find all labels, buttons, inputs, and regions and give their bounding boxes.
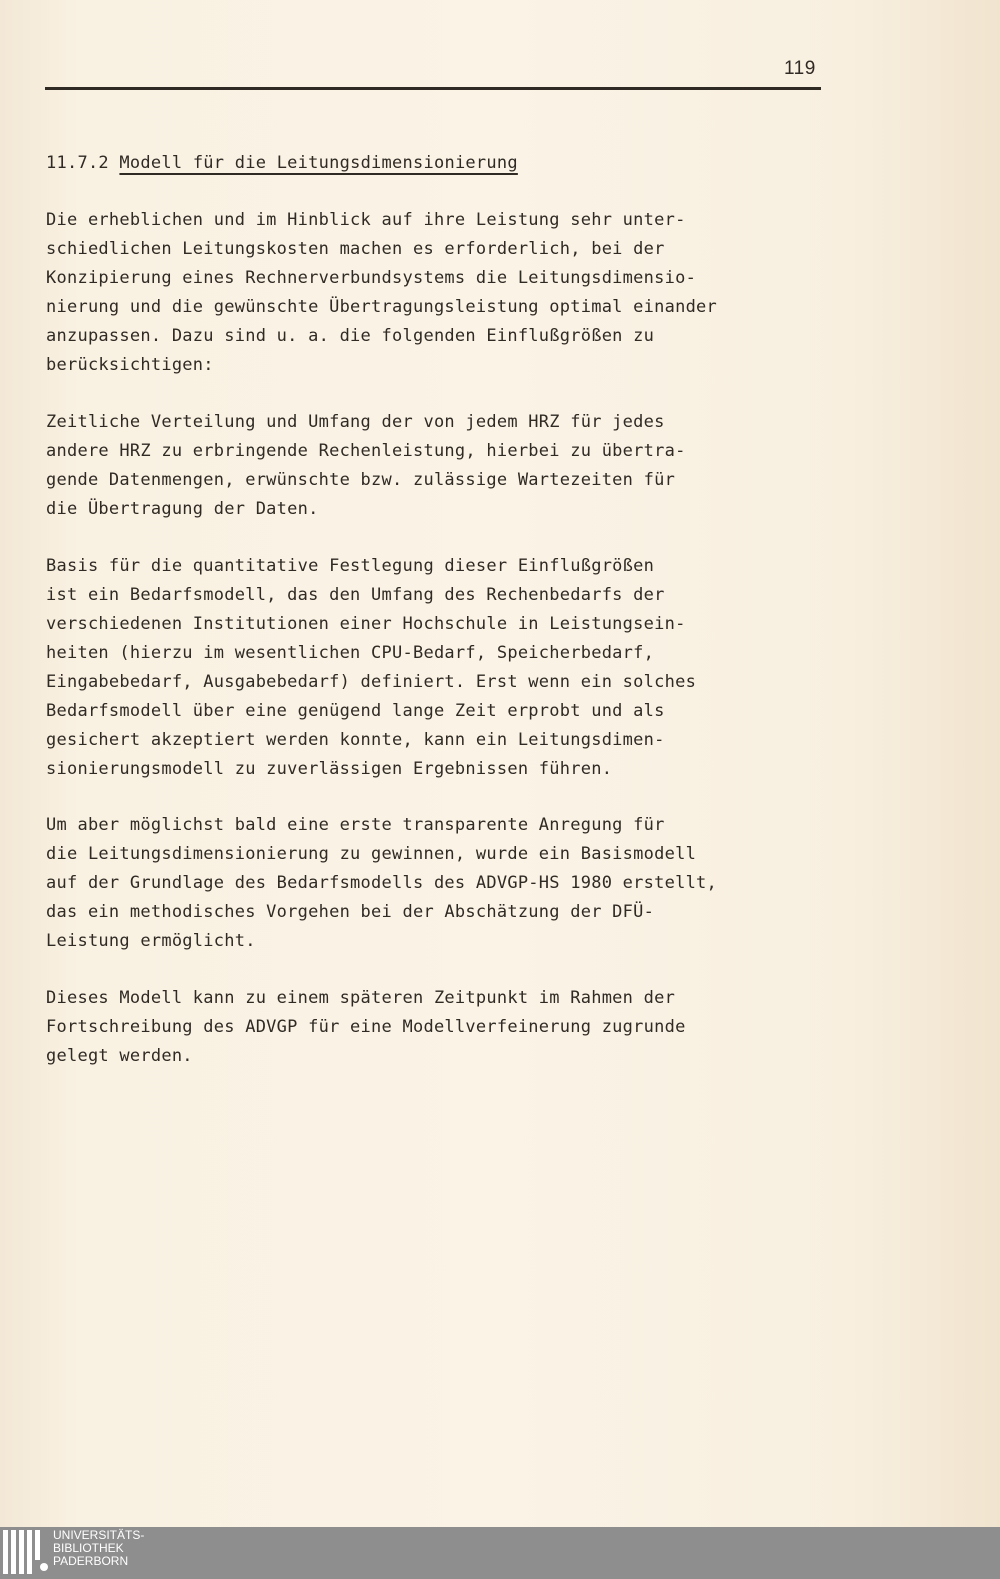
- header-rule: [45, 87, 821, 90]
- page-number: 119: [784, 58, 816, 79]
- library-logo-icon: [3, 1530, 45, 1574]
- paragraph-3: Basis für die quantitative Festlegung dieser Einflußgrößen ist ein Bedarfsmodell, das den Umfang des Rechenbedarfs der verschiedenen Institutionen einer Hochschule in Leistungsein- heiten (hierzu im wesentlichen CPU-Bedarf, Speicherbedarf, Eingabebedarf, Ausgabebedarf) definiert. Erst wenn ein solches Bedarfsmodell über eine genügend lange Zeit erprobt und als gesichert akzeptiert werden konnte, kann ein Leitungsdimen- sionierungsmodell zu zuverlässigen Ergebnissen führen.: [46, 556, 697, 779]
- section-heading: [46, 149, 518, 178]
- paragraph-1: Die erheblichen und im Hinblick auf ihre Leistung sehr unter- schiedlichen Leitungskosten machen es erforderlich, bei der Konzipierung eines Rechnerverbundsystems die Leitungsdimensio- nierung und die gewünschte Übertragungsleistung optimal einander anzupassen. Dazu sind u. a. die folgenden Einflußgrößen zu berücksichtigen:: [46, 210, 718, 375]
- section-title: Modell für die Leitungsdimensionierung: [119, 153, 518, 173]
- paragraph-4: Um aber möglichst bald eine erste transparente Anregung für die Leitungsdimensionierung zu gewinnen, wurde ein Basismodell auf der Grundlage des Bedarfsmodells des ADVGP-HS 1980 erstellt, das ein methodisches Vorgehen bei der Abschätzung der DFÜ- Leistung ermöglicht.: [46, 815, 718, 951]
- logo-dot-icon: [40, 1563, 48, 1571]
- library-footer-bar: [0, 1527, 1000, 1579]
- paragraph-5: Dieses Modell kann zu einem späteren Zeitpunkt im Rahmen der Fortschreibung des ADVGP für eine Modellverfeinerung zugrunde gelegt werden.: [46, 988, 686, 1066]
- paragraph-2: Zeitliche Verteilung und Umfang der von jedem HRZ für jedes andere HRZ zu erbringende Rechenleistung, hierbei zu übertra- gende Datenmengen, erwünschte bzw. zulässige Wartezeiten für die Übertragung der Daten.: [46, 412, 686, 519]
- library-logo-text: UNIVERSITÄTS- BIBLIOTHEK PADERBORN: [53, 1528, 145, 1568]
- section-number: 11.7.2: [46, 153, 109, 173]
